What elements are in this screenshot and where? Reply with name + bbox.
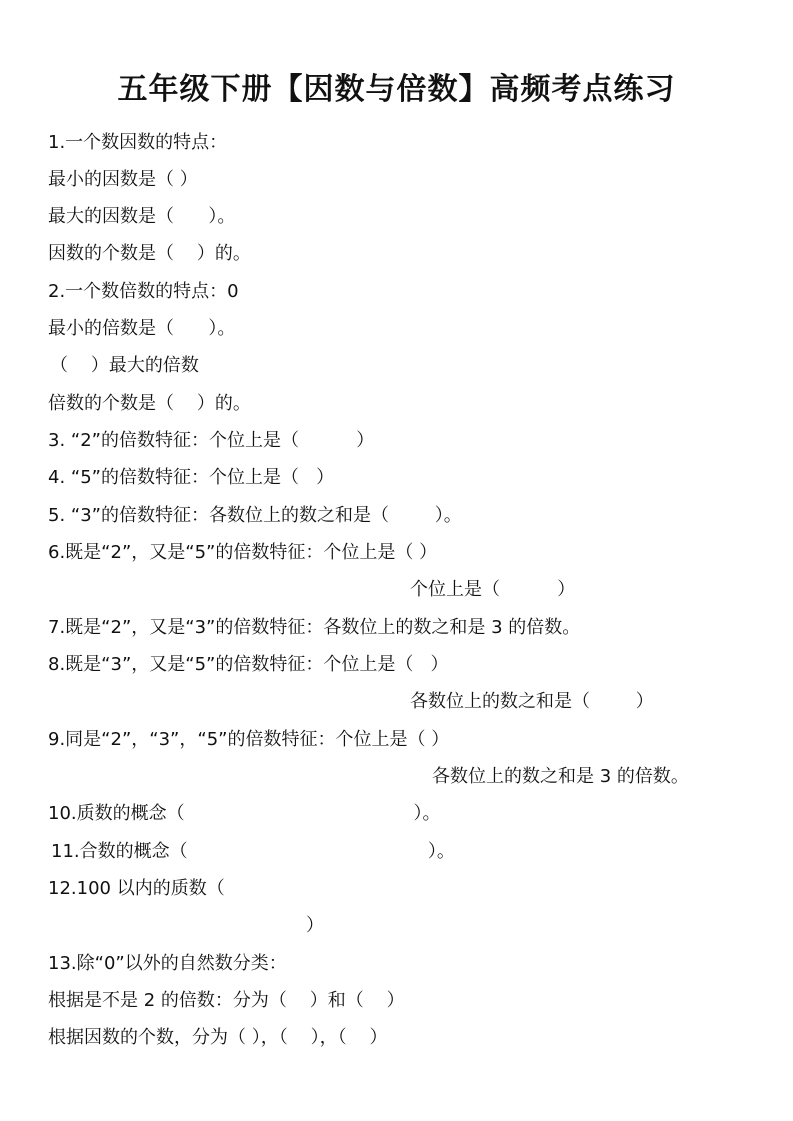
q1-largest-factor: 最大的因数是（ ）。 [48,206,236,227]
q2-heading: 2.一个数倍数的特点：0 [48,281,239,302]
q13-by-multiple-of-2: 根据是不是 2 的倍数：分为（ ）和（ ） [48,990,405,1011]
q9-multiple-of-2-3-5: 9.同是“2”，“3”，“5”的倍数特征：个位上是（ ） [48,729,450,750]
q10-prime-concept: 10.质数的概念（ ）。 [48,803,441,824]
q2-smallest-multiple: 最小的倍数是（ ）。 [48,318,236,339]
q1-factor-count: 因数的个数是（ ）的。 [48,243,251,264]
q4-multiple-of-5: 4. “5”的倍数特征：个位上是（ ） [48,467,335,488]
q2-largest-multiple: （ ）最大的倍数 [50,355,199,376]
q1-smallest-factor: 最小的因数是（ ） [48,169,198,190]
q13-heading: 13.除“0”以外的自然数分类： [48,953,287,974]
q8-multiple-of-3-and-5: 8.既是“3”，又是“5”的倍数特征：个位上是（ ） [48,654,449,675]
page-title: 五年级下册【因数与倍数】高频考点练习 [117,72,676,107]
q1-heading: 1.一个数因数的特点： [48,132,228,153]
q2-multiple-count: 倍数的个数是（ ）的。 [48,393,251,414]
q9-continued: 各数位上的数之和是 3 的倍数。 [432,766,689,787]
q3-multiple-of-2: 3. “2”的倍数特征：个位上是（ ） [48,430,375,451]
q8-continued: 各数位上的数之和是（ ） [410,691,654,712]
q11-composite-concept: 11.合数的概念（ ）。 [51,841,455,862]
q5-multiple-of-3: 5. “3”的倍数特征：各数位上的数之和是（ ）。 [48,505,462,526]
q7-multiple-of-2-and-3: 7.既是“2”，又是“3”的倍数特征：各数位上的数之和是 3 的倍数。 [48,617,581,638]
q13-by-factor-count: 根据因数的个数，分为（ ），（ ），（ ） [48,1027,388,1048]
q6-multiple-of-2-and-5: 6.既是“2”，又是“5”的倍数特征：个位上是（ ） [48,542,438,563]
q6-continued: 个位上是（ ） [410,579,576,600]
q12-closing-paren: ） [306,915,324,936]
q12-primes-within-100: 12.100 以内的质数（ [48,878,225,899]
